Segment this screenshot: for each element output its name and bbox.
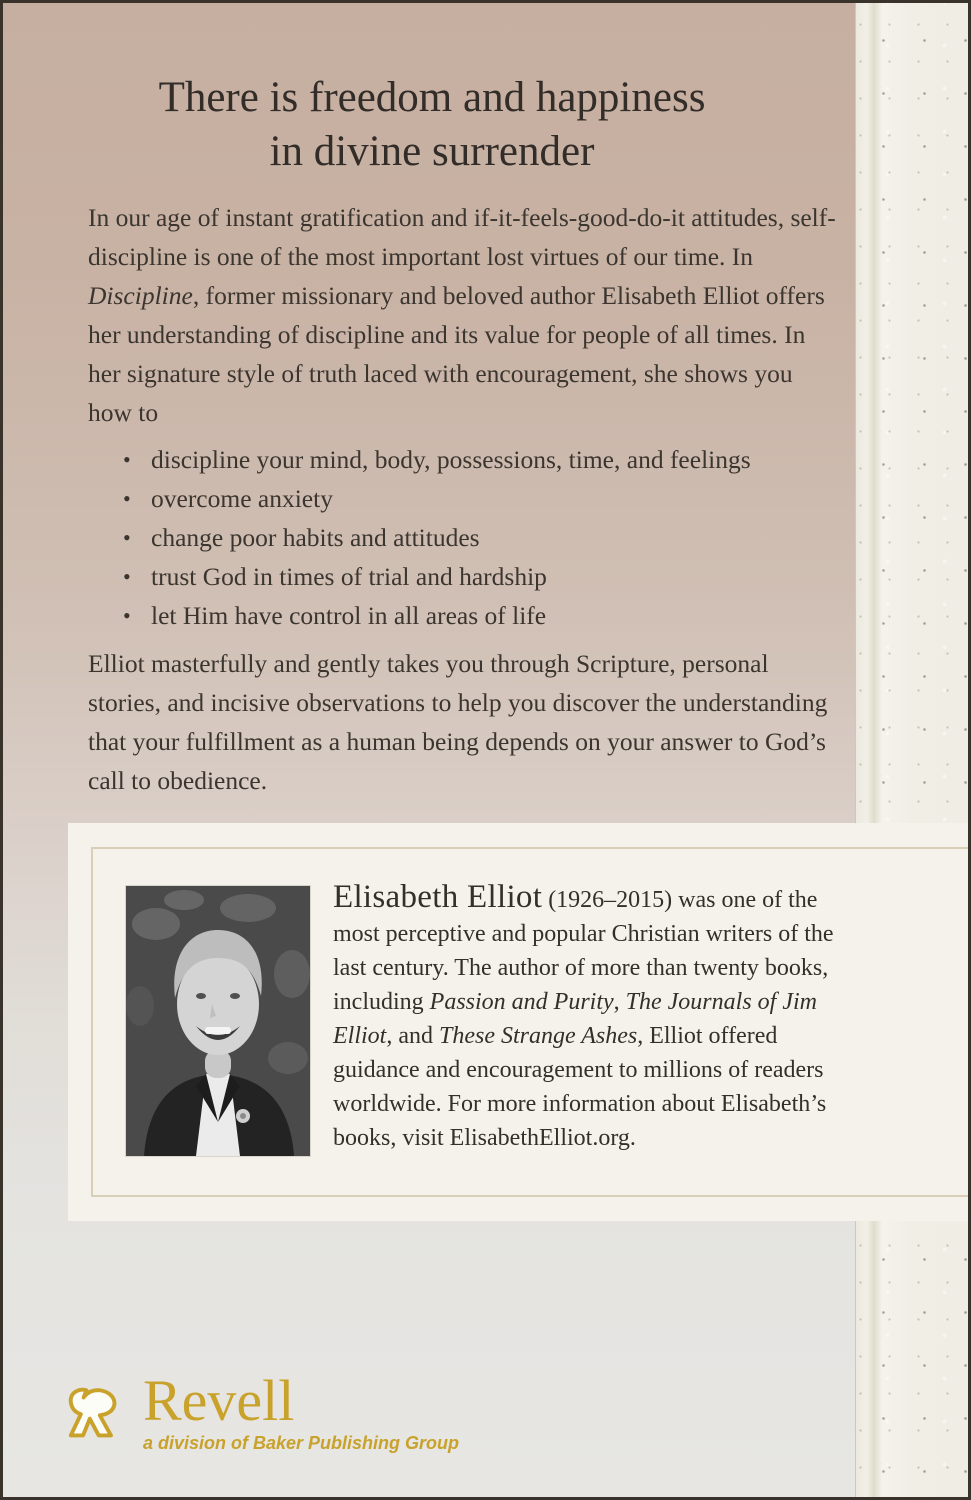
text-segment: Discipline: [88, 281, 193, 310]
bullet-item: • overcome anxiety: [151, 479, 871, 518]
text-segment: (1926–2015) was one of the most perceptive and popular Christian writers of the last century. The author of more than twenty books, including: [333, 887, 834, 1015]
text-segment: Elisabeth Elliot: [333, 879, 543, 915]
text-segment: These Strange Ashes: [439, 1023, 638, 1049]
text-segment: The Journals of Jim Elliot: [333, 989, 817, 1049]
author-bio-text: [333, 880, 857, 1155]
publisher-logo: [63, 1368, 460, 1453]
text-segment: ,: [613, 989, 626, 1015]
text-segment: , and: [386, 1023, 439, 1049]
text-segment: Passion and Purity: [429, 989, 614, 1015]
paper-texture-edge: [855, 3, 968, 1500]
text-segment: In our age of instant gratification and if-it-feels-good-do-it attitudes, self-discipline is one of the most important lost virtues of our time. In: [88, 203, 836, 271]
bullet-item: • discipline your mind, body, possessions, time, and feelings: [151, 440, 871, 479]
bullet-list: [121, 440, 871, 635]
author-portrait-illustration: [126, 886, 310, 1156]
revell-logo-icon: [63, 1379, 121, 1445]
bullet-item: • trust God in times of trial and hardship: [151, 557, 871, 596]
intro-paragraph: [88, 198, 836, 432]
text-segment: , former missionary and beloved author Elisabeth Elliot offers her understanding of discipline and its value for people of all times. In her signature style of truth laced with encouragement, she shows you how to: [88, 281, 825, 427]
author-bio-panel: [68, 823, 971, 1221]
bullet-item: • let Him have control in all areas of life: [151, 596, 871, 635]
text-segment: , Elliot offered guidance and encouragement to millions of readers worldwide. For more information about Elisabeth’s books, visit ElisabethElliot.org.: [333, 1023, 827, 1151]
closing-paragraph: Elliot masterfully and gently takes you through Scripture, personal stories, and incisive observations to help you discover the understanding that your fulfillment as a human being depends on your answer to God’s call to obedience.: [88, 649, 828, 795]
publisher-tagline: a division of Baker Publishing Group: [143, 1433, 460, 1453]
author-photo: [126, 886, 310, 1156]
publisher-name: Revell: [143, 1368, 295, 1433]
headline: [3, 71, 861, 179]
headline-line-2: in divine surrender: [269, 128, 595, 175]
headline-line-1: There is freedom and happiness: [158, 74, 706, 121]
bullet-item: • change poor habits and attitudes: [151, 518, 871, 557]
